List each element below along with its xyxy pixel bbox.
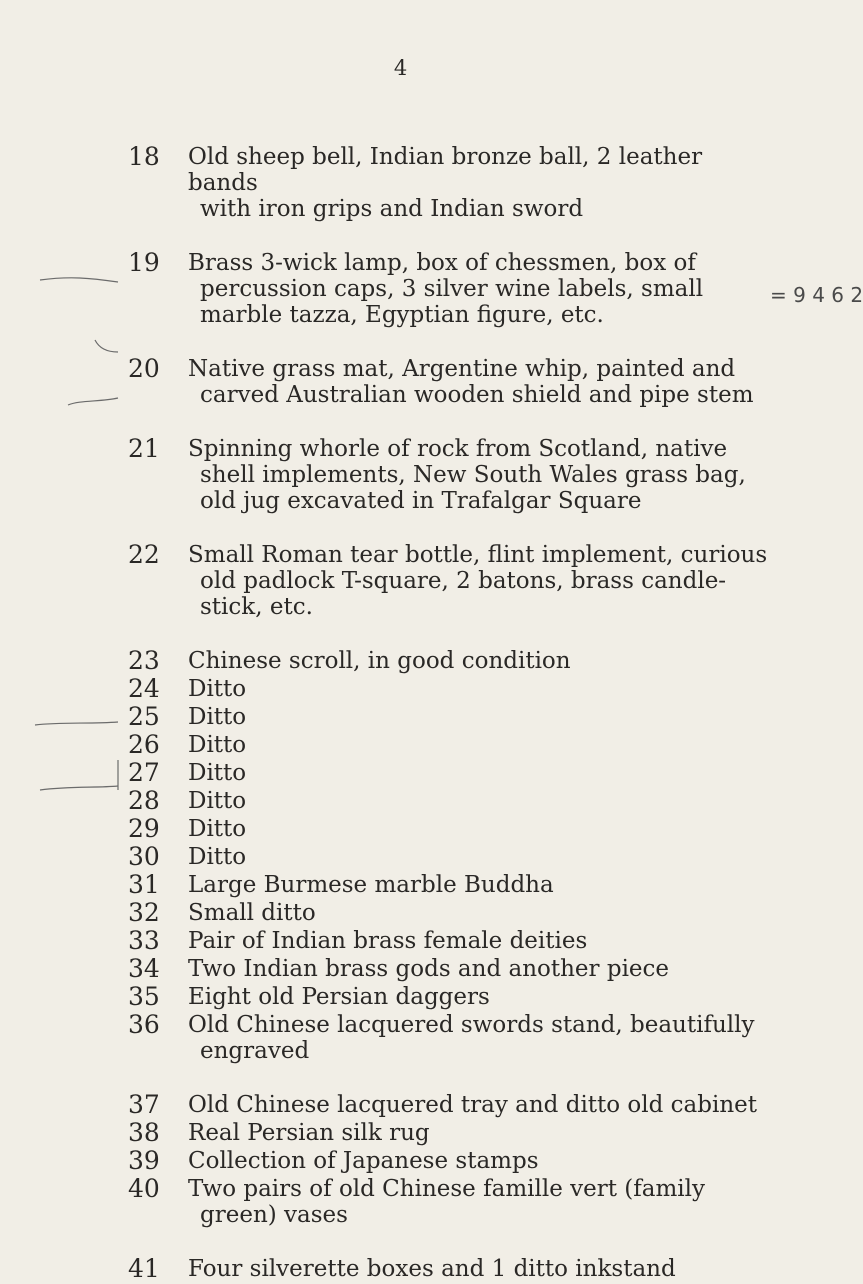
lot-description bbox=[188, 816, 768, 842]
lot-line: Two Indian brass gods and another piece bbox=[188, 956, 670, 982]
margin-note: = 9 4 6 2 bbox=[770, 283, 863, 307]
lot-row bbox=[128, 1176, 768, 1228]
lot-number: 34 bbox=[128, 954, 160, 983]
lot-number: 26 bbox=[128, 730, 160, 759]
lot-row bbox=[128, 704, 768, 730]
lot-line: Pair of Indian brass female deities bbox=[188, 928, 588, 954]
lot-number: 29 bbox=[128, 814, 160, 843]
lot-description bbox=[188, 676, 768, 702]
lot-line: engraved bbox=[200, 1038, 310, 1064]
lot-row bbox=[128, 844, 768, 870]
lot-description bbox=[188, 788, 768, 814]
lot-line: green) vases bbox=[200, 1202, 348, 1228]
lot-description bbox=[188, 928, 768, 954]
lot-number: 33 bbox=[128, 926, 160, 955]
lot-description bbox=[188, 1148, 768, 1174]
lot-line: Real Persian silk rug bbox=[188, 1120, 430, 1146]
lot-number: 37 bbox=[128, 1090, 160, 1119]
lot-line: Old Chinese lacquered tray and ditto old cabinet bbox=[188, 1092, 758, 1118]
lot-line: Ditto bbox=[188, 788, 247, 814]
lot-line: Ditto bbox=[188, 844, 247, 870]
lot-line: Ditto bbox=[188, 704, 247, 730]
lot-row bbox=[128, 788, 768, 814]
lot-description bbox=[188, 844, 768, 870]
lot-list bbox=[128, 144, 768, 1284]
lot-number: 31 bbox=[128, 870, 160, 899]
lot-description bbox=[188, 704, 768, 730]
lot-number: 38 bbox=[128, 1118, 160, 1147]
lot-row bbox=[128, 956, 768, 982]
lot-description bbox=[188, 1256, 768, 1282]
lot-description bbox=[188, 1120, 768, 1146]
lot-description bbox=[188, 648, 768, 674]
lot-line: Small Roman tear bottle, flint implement, curious bbox=[188, 542, 768, 568]
lot-number: 22 bbox=[128, 540, 160, 569]
lot-line: marble tazza, Egyptian figure, etc. bbox=[200, 302, 604, 328]
lot-line: Ditto bbox=[188, 760, 247, 786]
lot-row bbox=[128, 760, 768, 786]
lot-line: carved Australian wooden shield and pipe stem bbox=[200, 382, 754, 408]
lot-line: Eight old Persian daggers bbox=[188, 984, 490, 1010]
page-number: 4 bbox=[393, 56, 408, 80]
lot-row bbox=[128, 1120, 768, 1146]
lot-line: Old sheep bell, Indian bronze ball, 2 leather bands bbox=[188, 144, 703, 196]
lot-description bbox=[188, 900, 768, 926]
lot-line: Ditto bbox=[188, 732, 247, 758]
lot-description bbox=[188, 250, 768, 328]
lot-description bbox=[188, 144, 768, 222]
lot-row bbox=[128, 984, 768, 1010]
lot-line: Small ditto bbox=[188, 900, 316, 926]
lot-description bbox=[188, 542, 768, 620]
lot-number: 28 bbox=[128, 786, 160, 815]
lot-number: 24 bbox=[128, 674, 160, 703]
lot-line: stick, etc. bbox=[200, 594, 313, 620]
lot-line: Large Burmese marble Buddha bbox=[188, 872, 554, 898]
lot-line: old padlock T-square, 2 batons, brass candle- bbox=[200, 568, 727, 594]
lot-line: Old Chinese lacquered swords stand, beautifully bbox=[188, 1012, 755, 1038]
lot-number: 39 bbox=[128, 1146, 160, 1175]
lot-number: 30 bbox=[128, 842, 160, 871]
lot-line: Native grass mat, Argentine whip, painted and bbox=[188, 356, 736, 382]
lot-row bbox=[128, 1256, 768, 1282]
lot-row bbox=[128, 900, 768, 926]
lot-line: Spinning whorle of rock from Scotland, native bbox=[188, 436, 728, 462]
lot-line: old jug excavated in Trafalgar Square bbox=[200, 488, 642, 514]
lot-description bbox=[188, 984, 768, 1010]
lot-row bbox=[128, 732, 768, 758]
lot-row bbox=[128, 928, 768, 954]
lot-row bbox=[128, 542, 768, 620]
lot-line: Ditto bbox=[188, 816, 247, 842]
lot-line: shell implements, New South Wales grass bag, bbox=[200, 462, 746, 488]
lot-line: with iron grips and Indian sword bbox=[200, 196, 584, 222]
lot-row bbox=[128, 250, 768, 328]
pencil-mark-lot-34 bbox=[40, 786, 118, 790]
pencil-mark-lot-22 bbox=[95, 340, 118, 352]
lot-description bbox=[188, 1012, 768, 1064]
lot-number: 25 bbox=[128, 702, 160, 731]
lot-number: 41 bbox=[128, 1254, 160, 1283]
lot-row bbox=[128, 1092, 768, 1118]
lot-number: 18 bbox=[128, 142, 160, 171]
lot-line: percussion caps, 3 silver wine labels, small bbox=[200, 276, 704, 302]
lot-description bbox=[188, 436, 768, 514]
lot-description bbox=[188, 1176, 768, 1228]
lot-number: 40 bbox=[128, 1174, 160, 1203]
lot-row bbox=[128, 872, 768, 898]
lot-row bbox=[128, 816, 768, 842]
lot-number: 35 bbox=[128, 982, 160, 1011]
lot-number: 21 bbox=[128, 434, 160, 463]
lot-number: 27 bbox=[128, 758, 160, 787]
lot-line: Ditto bbox=[188, 676, 247, 702]
lot-row bbox=[128, 1012, 768, 1064]
lot-number: 36 bbox=[128, 1010, 160, 1039]
lot-row bbox=[128, 648, 768, 674]
lot-number: 23 bbox=[128, 646, 160, 675]
lot-description bbox=[188, 956, 768, 982]
lot-number: 20 bbox=[128, 354, 160, 383]
lot-number: 19 bbox=[128, 248, 160, 277]
lot-row bbox=[128, 356, 768, 408]
lot-description bbox=[188, 872, 768, 898]
lot-line: Two pairs of old Chinese famille vert (family bbox=[188, 1176, 705, 1202]
lot-description bbox=[188, 732, 768, 758]
lot-line: Brass 3-wick lamp, box of chessmen, box of bbox=[188, 250, 696, 276]
lot-row bbox=[128, 1148, 768, 1174]
pencil-mark-lot-32 bbox=[35, 722, 118, 725]
lot-description bbox=[188, 356, 768, 408]
lot-row bbox=[128, 436, 768, 514]
lot-description bbox=[188, 1092, 768, 1118]
lot-row bbox=[128, 676, 768, 702]
pencil-mark-lot-22b bbox=[68, 398, 118, 405]
lot-line: Collection of Japanese stamps bbox=[188, 1148, 539, 1174]
lot-line: Chinese scroll, in good condition bbox=[188, 648, 571, 674]
pencil-mark-lot-21 bbox=[40, 278, 118, 282]
lot-description bbox=[188, 760, 768, 786]
lot-line: Four silverette boxes and 1 ditto inkstand bbox=[188, 1256, 676, 1282]
lot-row bbox=[128, 144, 768, 222]
lot-number: 32 bbox=[128, 898, 160, 927]
